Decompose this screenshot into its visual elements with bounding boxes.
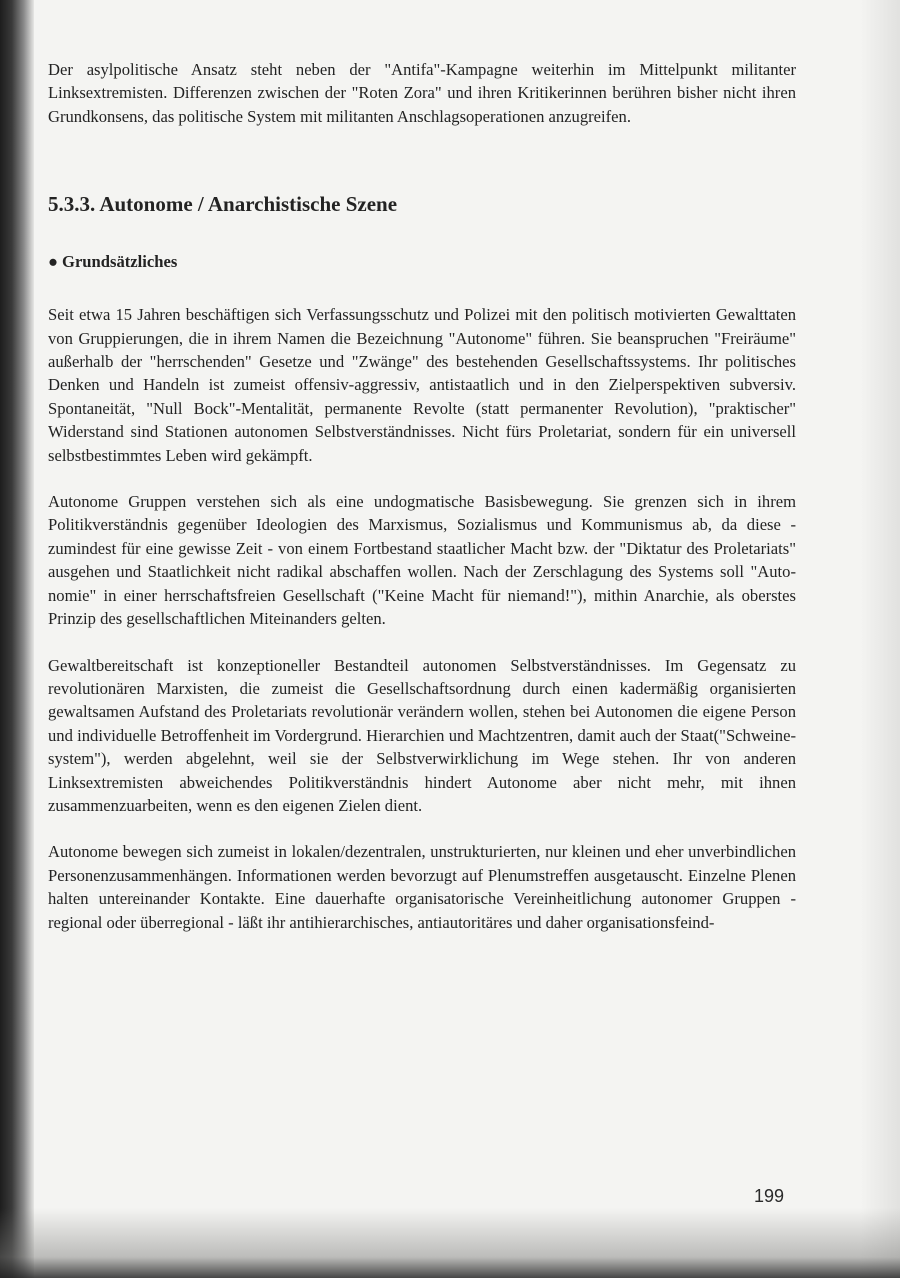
bullet-icon: ● — [48, 252, 59, 272]
section-heading: 5.3.3. Autonome / Anarchistische Szene — [48, 192, 398, 217]
body-paragraph-4: Autonome bewegen sich zumeist in lokalen/dezentralen, unstrukturierten, nur kleinen und eher unverbindlichen Personenzusammenhängen. Informationen werden bevorzugt auf Plenumstreffen ausgetauscht. Einzelne Plenen halten untereinander Kontakte. Eine dauerhafte organisatorische Vereinheitlichung autonomer Gruppen - regional oder überregional - läßt ihr antihierarchisches, antiautoritäres und daher organisationsfeind- — [48, 842, 796, 932]
body-paragraph-3: Gewaltbereitschaft ist konzeptioneller Bestandteil autonomen Selbstverständnisses. Im Gegensatz zu revolutionären Marxisten, die zumeist die Gesellschaftsordnung durch einen kadermäßig organisierten gewaltsamen Aufstand des Proletariats revolutionär verändern wollen, stehen bei Autonomen die eigene Person und individuelle Betroffenheit im Vordergrund. Hierarchien und Machtzentren, damit auch der Staat("Schweinesystem"), werden abgelehnt, weil sie der Selbstverwirklichung im Wege stehen. Ihr von anderen Linksextremisten abweichendes Politikverständnis hindert Autonome aber nicht mehr, mit ihnen zusammenzuarbeiten, wenn es den eigenen Zielen dient. — [48, 655, 796, 815]
subheading-text: Grundsätzliches — [62, 252, 178, 272]
page-edge-shadow — [860, 0, 900, 1278]
subheading — [48, 250, 796, 273]
page-body — [48, 58, 796, 957]
intro-paragraph: Der asylpolitische Ansatz steht neben der "Antifa"-Kampagne weiterhin im Mittelpunkt militanter Linksextremisten. Differenzen zwischen der "Roten Zora" und ihren Kritikerinnen berühren bisher nicht ihren Grundkonsens, das politische System mit militanten Anschlagsoperationen anzugreifen. — [48, 60, 796, 126]
body-paragraph-2: Autonome Gruppen verstehen sich als eine undogmatische Basisbewegung. Sie grenzen sich in ihrem Politikverständnis gegenüber Ideologien des Marxismus, Sozialismus und Kommunismus ab, da diese - zumindest für eine gewisse Zeit - von einem Fortbestand staatlicher Macht bzw. der "Diktatur des Proletariats" ausgehen und Staatlichkeit nicht radikal abschaffen wollen. Nach der Zerschlagung des Systems soll "Autonomie" in einer herrschaftsfreien Gesellschaft ("Keine Macht für niemand!"), mithin Anarchie, als oberstes Prinzip des gesellschaftlichen Miteinanders gelten. — [48, 492, 796, 629]
body-paragraph-1: Seit etwa 15 Jahren beschäftigen sich Verfassungsschutz und Polizei mit den politisch motivierten Gewalttaten von Gruppierungen, die in ihrem Namen die Bezeichnung "Autonome" führen. Sie beanspruchen "Freiräume" außerhalb der "herrschenden" Gesetze und "Zwänge" des bestehenden Gesellschaftssystems. Ihr politisches Denken und Handeln ist zumeist offensiv-aggressiv, antistaatlich und in den Zielperspektiven subversiv. Spontaneität, "Null Bock"-Mentalität, permanente Revolte (statt permanenter Revolution), "praktischer" Widerstand sind Stationen autonomen Selbstverständnisses. Nicht fürs Proletariat, sondern für ein universell selbstbestimmtes Leben wird gekämpft. — [48, 305, 796, 465]
book-spine-shadow — [0, 0, 34, 1278]
page-bottom-shadow — [0, 1208, 900, 1278]
page-number: 199 — [754, 1186, 785, 1206]
